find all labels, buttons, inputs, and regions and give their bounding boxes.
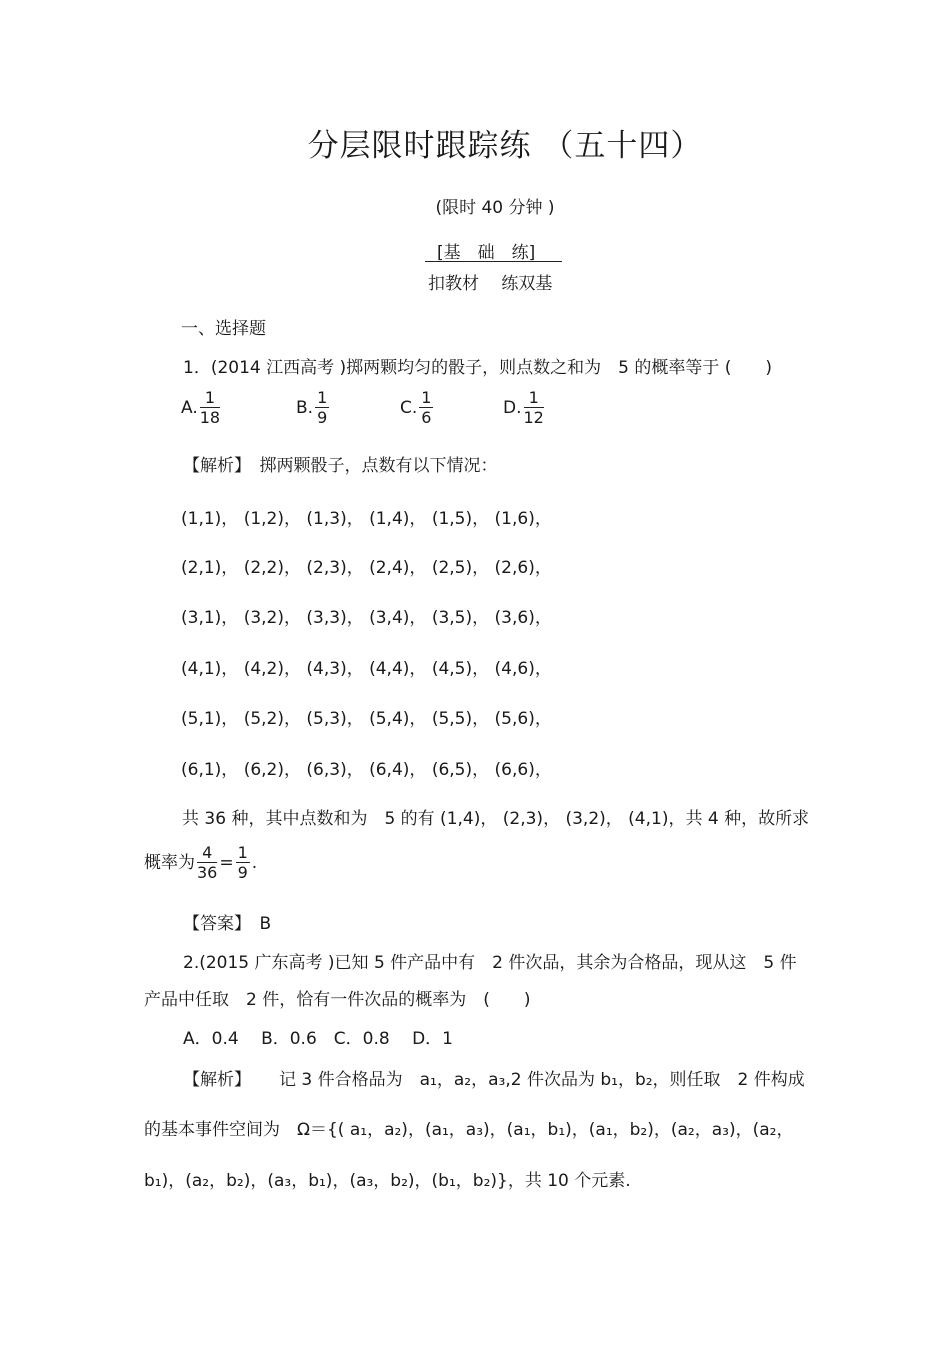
q1-summary: 共 36 种，其中点数和为 5 的有 (1,4)， (2,3)， (3,2)， (4,1)，共 4 种，故所求 [182,809,810,829]
outcome-row: (1,1)， (1,2)， (1,3)， (1,4)， (1,5)， (1,6)， [181,509,552,529]
option-fraction: $\frac{1}{6}$ [421,388,432,427]
q1-answer: 【答案】 B [183,914,272,934]
outcome-row: (5,1)， (5,2)， (5,3)， (5,4)， (5,5)， (5,6)， [181,709,552,729]
q2-sample-space-line1: 的基本事件空间为 Ω＝{( a₁，a₂)，(a₁，a₃)，(a₁，b₁)，(a₁，b₂)，(a₂，a₃)，(a₂， [144,1120,794,1140]
q2-analysis-label: 【解析】 [183,1070,251,1090]
section-heading: [基 础 练] [437,243,536,263]
q1-option-a [181,390,222,426]
option-label: B. [296,398,314,418]
prob-fraction: $\frac{1}{9}$ [237,843,248,882]
q2-stem-line1: 2.(2015 广东高考 )已知 5 件产品中有 2 件次品，其余为合格品，现从这 5 件 [183,953,797,973]
page-title: 分层限时跟踪练 （五十四） [307,128,703,164]
option-fraction: $\frac{1}{9}$ [317,388,328,427]
option-fraction: $\frac{1}{12}$ [523,388,544,427]
option-label: D. [503,398,522,418]
q1-probability: 概率为 $\frac{4}{36}$ = $\frac{1}{9}$ . [144,843,258,882]
q1-analysis-intro: 【解析】 掷两颗骰子，点数有以下情况： [183,456,498,476]
q1-stem: 1．(2014 江西高考 )掷两颗均匀的骰子，则点数之和为 5 的概率等于 ( ) [183,358,773,378]
section-subtitle: 扣教材 练双基 [428,274,553,294]
q1-option-d [503,390,546,426]
section-underline [425,261,562,262]
option-label: C. [400,398,418,418]
outcome-row: (3,1)， (3,2)， (3,3)， (3,4)， (3,5)， (3,6)， [181,608,552,628]
q1-option-c [400,390,435,426]
q2-stem-line2: 产品中任取 2 件，恰有一件次品的概率为 ( ) [144,990,531,1010]
q2-analysis-text: 记 3 件合格品为 a₁，a₂，a₃,2 件次品为 b₁，b₂，则任取 2 件构成 [279,1070,805,1090]
time-limit: (限时 40 分钟 ) [435,198,555,218]
q2-options: A．0.4 B．0.6 C．0.8 D．1 [183,1029,453,1049]
q1-option-b [296,390,331,426]
option-fraction: $\frac{1}{18}$ [199,388,221,427]
part-heading: 一、选择题 [181,319,266,339]
option-label: A. [181,398,198,418]
outcome-row: (4,1)， (4,2)， (4,3)， (4,4)， (4,5)， (4,6)， [181,659,552,679]
q2-sample-space-line2: b₁)，(a₂，b₂)，(a₃，b₁)，(a₃，b₂)，(b₁，b₂)}，共 10 个元素. [144,1171,631,1191]
outcome-row: (2,1)， (2,2)， (2,3)， (2,4)， (2,5)， (2,6)， [181,558,552,578]
outcome-row: (6,1)， (6,2)， (6,3)， (6,4)， (6,5)， (6,6)， [181,760,552,780]
prob-fraction: $\frac{4}{36}$ [197,843,218,882]
